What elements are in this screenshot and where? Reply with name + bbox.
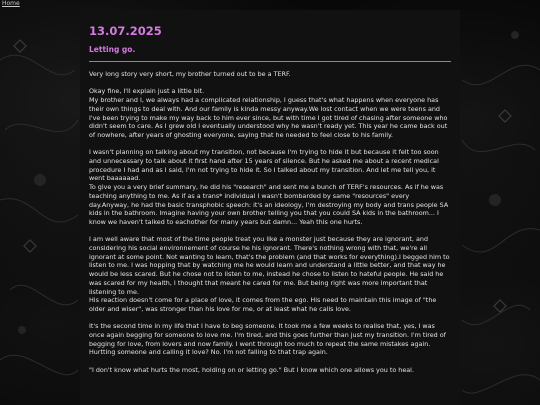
home-link[interactable]: Home [2,0,20,7]
post-paragraph: I am well aware that most of the time people treat you like a monster just because they are ignorant, and considering his social environnement of course he his ignorant. There's nothing wrong with that, we're all ignorant at some point. Not wanting to learn, that's the problem (and that works for everything).I begged him to listen to me. I was hopping that by watching me he would learn and understand a little better, and that way he would be less scared. But he chose not to listen to me, instead he chose to listen to hateful people. He said he was scared for my health, I thought that meant he cared for me. But being right was more important that listening to me. His reaction doesn't come for a place of love, it comes from the ego. His need to maintain this image of "the older and wiser", was stronger than his love for me, or at least what he calls love. [89,235,450,313]
post-body [89,70,451,375]
post-paragraph: Very long story very short, my brother turned out to be a TERF. [89,70,291,78]
post-paragraph: Okay fine, I'll explain just a little bit. My brother and I, we always had a complicated relationship, I guess that's what happens when everyone has their own things to deal with. And our family is kinda messy anyway.We lost contact when we were teens and I've been trying to make my way back to him ever since, but with time I got tired of chasing after someone who didn't seem to care. As I grew old I eventually understood why he wasn't ready yet. This year he came back out of nowhere, after years of ghosting everyone, saying that he needed to feel close to his family. [89,87,448,139]
post-paragraph: "I don't know what hurts the most, holding on or letting go." But I know which one allows you to heal. [89,365,414,374]
post-paragraph: It's the second time in my life that I have to beg someone. It took me a few weeks to realise that, yes, I was once again begging for someone to love me. I'm tired, and this goes further than just my transition. I'm tired of begging for love, from lovers and now family. I went through too much to repeat the same mistakes again. Hurtting someone and calling it love? No. I'm not falling to that trap again. [89,322,446,357]
blog-post [80,10,460,405]
post-title: Letting go. [89,45,136,54]
title-divider [89,61,451,62]
post-paragraph: I wasn't planning on talking about my transition, not because I'm trying to hide it but because it felt too soon and unnecessary to talk about it first hand after 15 years of silence. But he asked me about a recent medical procedure I had and as I said, I'm not trying to hide it. So I talked about my transition. And let me tell you, it went baaaaaad. To give you a very brief summary, he did his "research" and sent me a bunch of TERF's resources. As if he was teaching anything to me. As if as a trans* individual I wasn't bombarded by same "resources" every day.Anyway, he had the basic transphobic speech: it's an ideology, I'm destroying my body and trans people SA kids in the bathroom. Imagine having your own brother telling you that you could SA kids in the bathroom... I know we haven't talked to eachother for many years but damn... Yeah this one hurts. [89,148,449,226]
post-date: 13.07.2025 [89,24,162,38]
